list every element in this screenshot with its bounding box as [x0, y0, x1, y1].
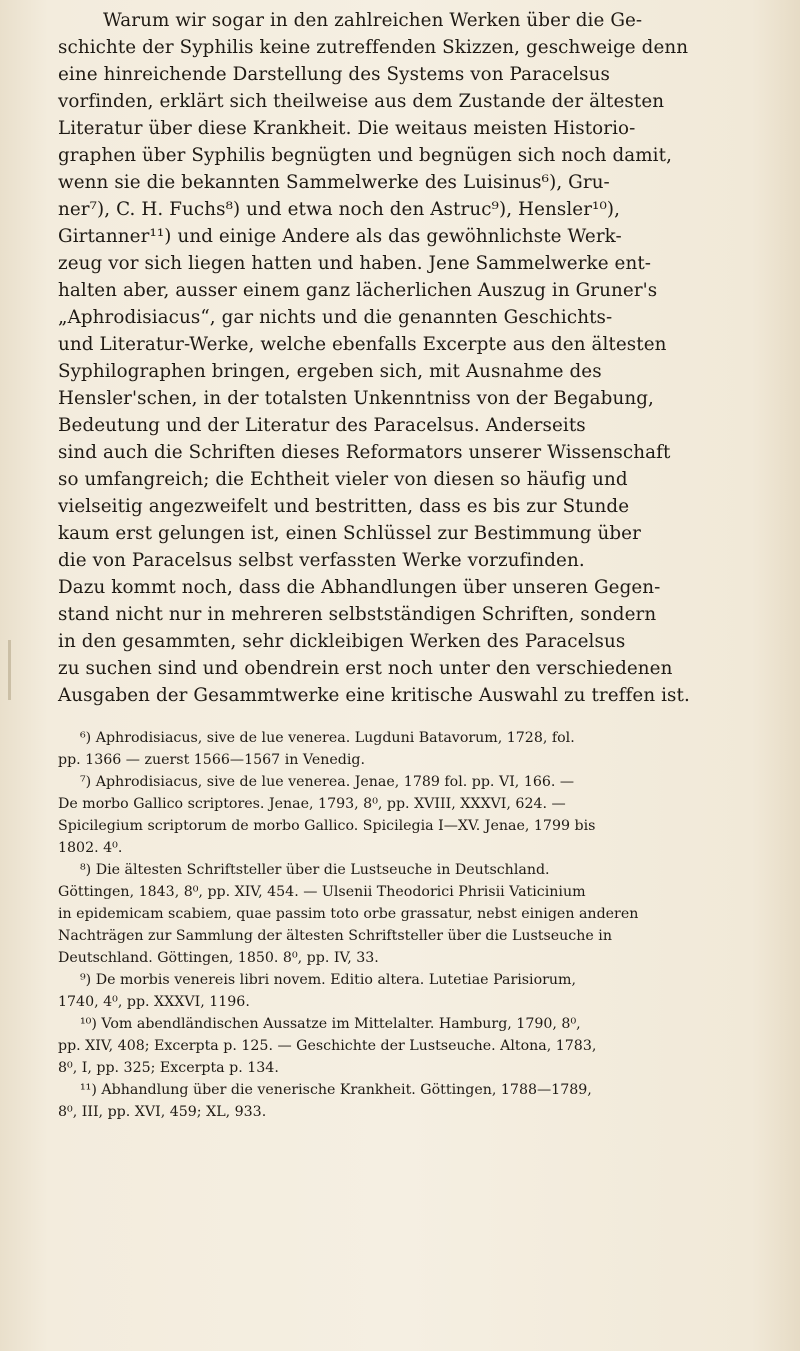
body-line: vorfinden, erklärt sich theilweise aus dem Zustande der ältesten: [58, 91, 665, 112]
body-line: schichte der Syphilis keine zutreffenden Skizzen, geschweige denn: [58, 37, 689, 58]
footnote-line: ⁸) Die ältesten Schriftsteller über die Lustseuche in Deutschland.: [80, 862, 550, 878]
body-line: vielseitig angezweifelt und bestritten, dass es bis zur Stunde: [58, 496, 630, 517]
body-line: wenn sie die bekannten Sammelwerke des Luisinus⁶), Gru-: [58, 172, 610, 193]
footnote-line: Deutschland. Göttingen, 1850. 8⁰, pp. IV, 33.: [58, 950, 379, 966]
footnote-line: 1740, 4⁰, pp. XXXVI, 1196.: [58, 994, 250, 1010]
footnote-line: Spicilegium scriptorum de morbo Gallico. Spicilegia I—XV. Jenae, 1799 bis: [58, 818, 596, 834]
footnote-line: Nachträgen zur Sammlung der ältesten Schriftsteller über die Lustseuche in: [58, 928, 612, 944]
body-line: graphen über Syphilis begnügten und begnügen sich noch damit,: [58, 145, 672, 166]
body-line: stand nicht nur in mehreren selbstständigen Schriften, sondern: [58, 604, 657, 625]
footnote-line: De morbo Gallico scriptores. Jenae, 1793, 8⁰, pp. XVIII, XXXVI, 624. —: [58, 796, 566, 812]
body-line: die von Paracelsus selbst verfassten Werke vorzufinden.: [58, 550, 585, 571]
body-line: Syphilographen bringen, ergeben sich, mit Ausnahme des: [58, 361, 602, 382]
body-line: Girtanner¹¹) und einige Andere als das gewöhnlichste Werk-: [58, 226, 622, 247]
body-line: Hensler'schen, in der totalsten Unkenntniss von der Begabung,: [58, 388, 654, 409]
body-line: so umfangreich; die Echtheit vieler von diesen so häufig und: [58, 469, 628, 490]
footnote-line: ⁷) Aphrodisiacus, sive de lue venerea. Jenae, 1789 fol. pp. VI, 166. —: [80, 774, 575, 790]
body-line: halten aber, ausser einem ganz lächerlichen Auszug in Gruner's: [58, 280, 658, 301]
body-line: und Literatur-Werke, welche ebenfalls Excerpte aus den ältesten: [58, 334, 667, 355]
footnote-line: 8⁰, III, pp. XVI, 459; XL, 933.: [58, 1104, 267, 1120]
body-line: Bedeutung und der Literatur des Paracelsus. Anderseits: [58, 415, 586, 436]
footnote-line: pp. XIV, 408; Excerpta p. 125. — Geschichte der Lustseuche. Altona, 1783,: [58, 1038, 597, 1054]
footnote-line: 1802. 4⁰.: [58, 840, 123, 856]
body-line: Warum wir sogar in den zahlreichen Werken über die Ge-: [103, 10, 643, 31]
body-line: Literatur über diese Krankheit. Die weitaus meisten Historio-: [58, 118, 636, 139]
body-line: ner⁷), C. H. Fuchs⁸) und etwa noch den Astruc⁹), Hensler¹⁰),: [58, 199, 621, 220]
body-line: zeug vor sich liegen hatten und haben. Jene Sammelwerke ent-: [58, 253, 652, 274]
body-line: kaum erst gelungen ist, einen Schlüssel zur Bestimmung über: [58, 523, 641, 544]
footnote-line: in epidemicam scabiem, quae passim toto orbe grassatur, nebst einigen anderen: [58, 906, 639, 922]
body-line: „Aphrodisiacus“, gar nichts und die genannten Geschichts-: [58, 307, 613, 328]
body-line: eine hinreichende Darstellung des Systems von Paracelsus: [58, 64, 611, 85]
footnote-line: ⁹) De morbis venereis libri novem. Editio altera. Lutetiae Parisiorum,: [80, 972, 577, 988]
body-line: Dazu kommt noch, dass die Abhandlungen über unseren Gegen-: [58, 577, 661, 598]
footnote-line: ⁶) Aphrodisiacus, sive de lue venerea. Lugduni Batavorum, 1728, fol.: [80, 730, 575, 746]
body-line: in den gesammten, sehr dickleibigen Werken des Paracelsus: [58, 631, 626, 652]
footnote-line: Göttingen, 1843, 8⁰, pp. XIV, 454. — Ulsenii Theodorici Phrisii Vaticinium: [58, 884, 586, 900]
footnote-line: 8⁰, I, pp. 325; Excerpta p. 134.: [58, 1060, 279, 1076]
body-line: Ausgaben der Gesammtwerke eine kritische Auswahl zu treffen ist.: [58, 685, 690, 706]
body-line: sind auch die Schriften dieses Reformators unserer Wissenschaft: [58, 442, 671, 463]
footnote-line: ¹⁰) Vom abendländischen Aussatze im Mittelalter. Hamburg, 1790, 8⁰,: [80, 1016, 581, 1032]
footnote-line: pp. 1366 — zuerst 1566—1567 in Venedig.: [58, 752, 365, 768]
page-margin-mark: [8, 640, 11, 700]
body-line: zu suchen sind und obendrein erst noch unter den verschiedenen: [58, 658, 673, 679]
footnote-line: ¹¹) Abhandlung über die venerische Krankheit. Göttingen, 1788—1789,: [80, 1082, 592, 1098]
